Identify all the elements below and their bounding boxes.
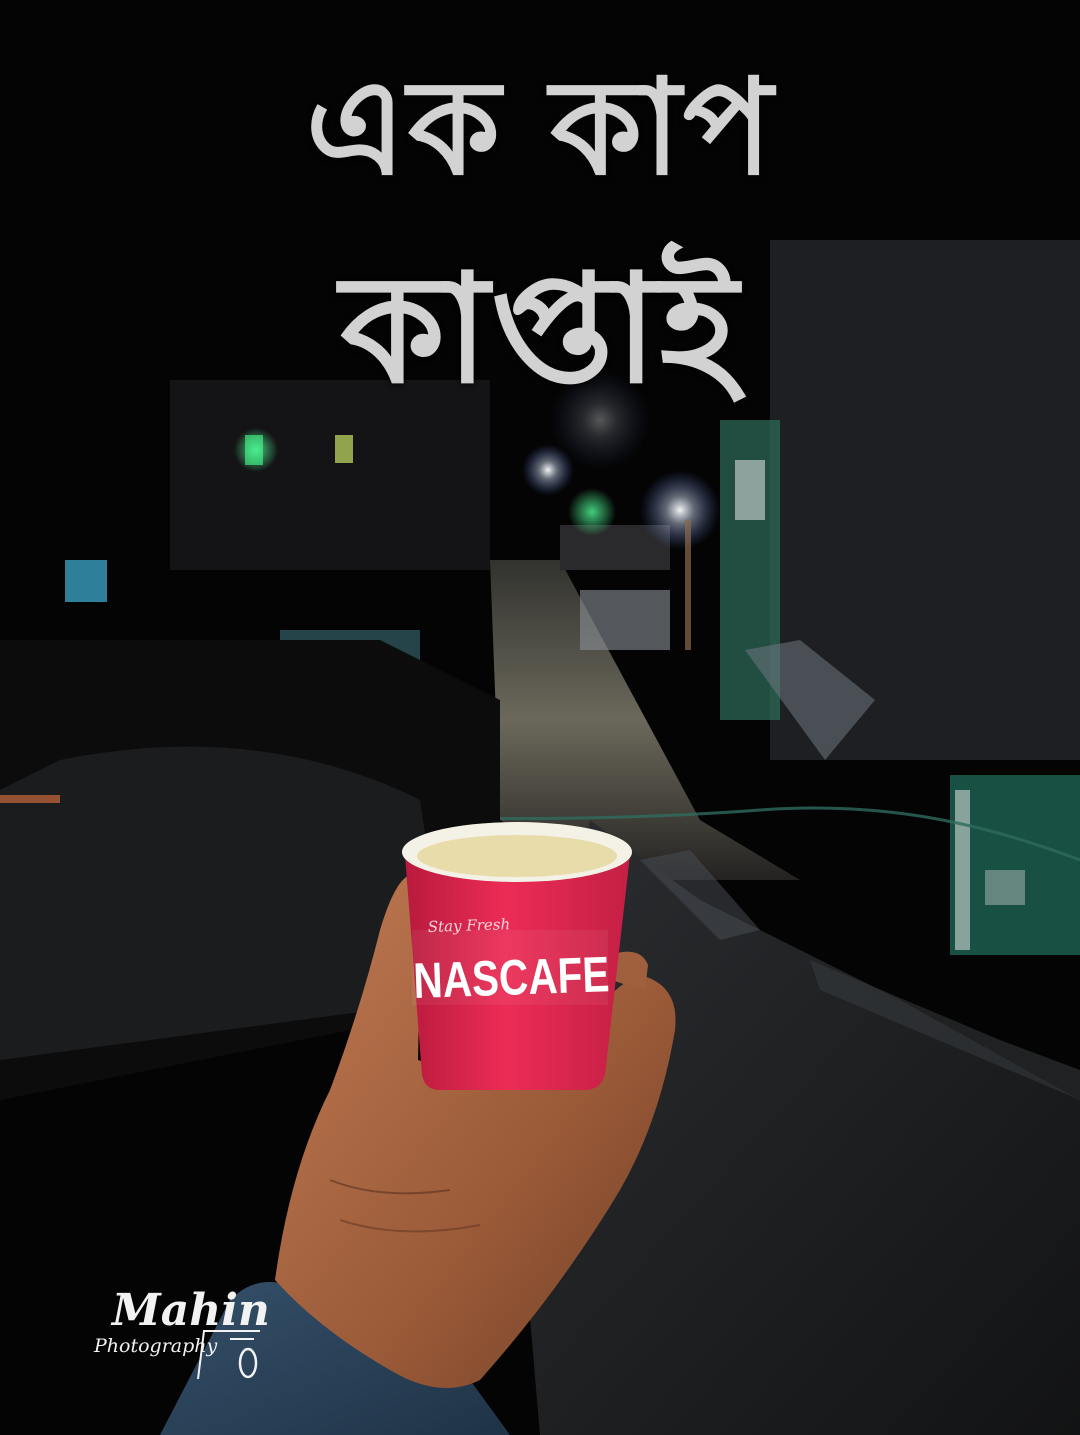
cup-brand: NASCAFE xyxy=(412,944,656,1009)
cup-tagline: Stay Fresh xyxy=(427,915,511,936)
watermark-name: Mahin xyxy=(112,1285,270,1336)
title-line-1: এক কাপ xyxy=(305,51,775,205)
watermark-subtitle: Photography xyxy=(94,1335,218,1357)
photographer-watermark xyxy=(72,1285,272,1395)
title-line-2: কাপ্তাই xyxy=(340,243,740,417)
camera-tripod-icon xyxy=(190,1321,270,1381)
